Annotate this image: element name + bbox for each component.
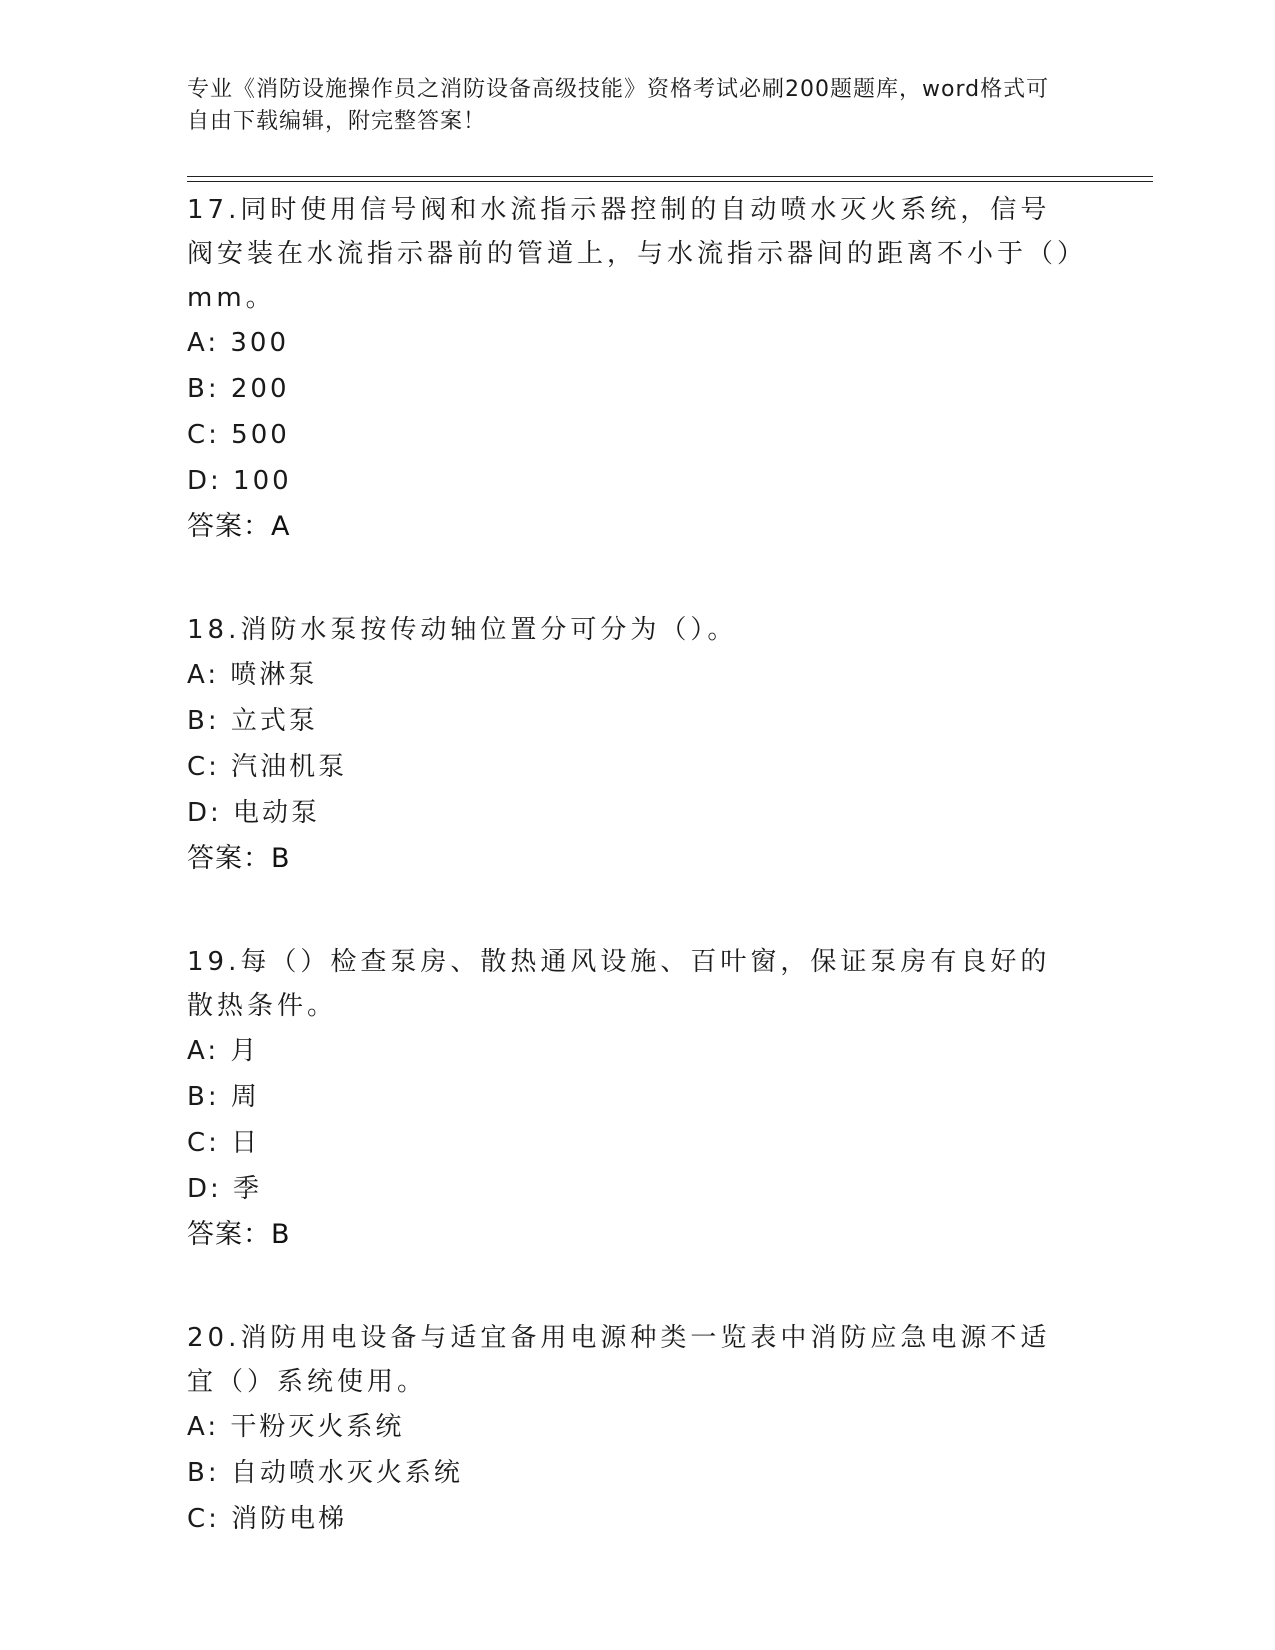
question-stem: 17.同时使用信号阀和水流指示器控制的自动喷水灭火系统，信号阀安装在水流指示器前的管道上，与水流指示器间的距离不小于（）mm。 [187, 195, 1075, 313]
option-b: B: 周 [187, 1082, 260, 1112]
option-b: B: 自动喷水灭火系统 [187, 1458, 463, 1488]
question-17 [187, 188, 1087, 550]
question-spacer [187, 1258, 1087, 1316]
answer: 答案：B [187, 1219, 291, 1250]
question-19 [187, 940, 1087, 1258]
option-d: D: 电动泵 [187, 798, 321, 828]
option-b: B: 立式泵 [187, 706, 318, 736]
option-d: D: 季 [187, 1174, 263, 1204]
question-18 [187, 608, 1087, 882]
header-divider-bottom [187, 181, 1153, 182]
option-a: A: 喷淋泵 [187, 660, 318, 690]
option-c: C: 日 [187, 1128, 261, 1158]
option-b: B: 200 [187, 374, 290, 404]
question-spacer [187, 550, 1087, 608]
header-divider-top [187, 176, 1153, 177]
document-header: 专业《消防设施操作员之消防设备高级技能》资格考试必刷200题题库，word格式可自由下载编辑，附完整答案！ [187, 77, 1050, 134]
question-spacer [187, 882, 1087, 940]
question-stem: 18.消防水泵按传动轴位置分可分为（）。 [187, 615, 738, 645]
question-list [187, 188, 1087, 1542]
option-a: A: 月 [187, 1036, 260, 1066]
option-d: D: 100 [187, 466, 292, 496]
question-20 [187, 1316, 1087, 1542]
option-c: C: 500 [187, 420, 290, 450]
question-stem: 20.消防用电设备与适宜备用电源种类一览表中消防应急电源不适宜（）系统使用。 [187, 1323, 1051, 1397]
option-c: C: 汽油机泵 [187, 752, 348, 782]
question-stem: 19.每（）检查泵房、散热通风设施、百叶窗，保证泵房有良好的散热条件。 [187, 947, 1051, 1021]
option-a: A: 干粉灭火系统 [187, 1412, 405, 1442]
answer: 答案：B [187, 843, 291, 874]
answer: 答案：A [187, 511, 291, 542]
option-a: A: 300 [187, 328, 289, 358]
option-c: C: 消防电梯 [187, 1504, 348, 1534]
